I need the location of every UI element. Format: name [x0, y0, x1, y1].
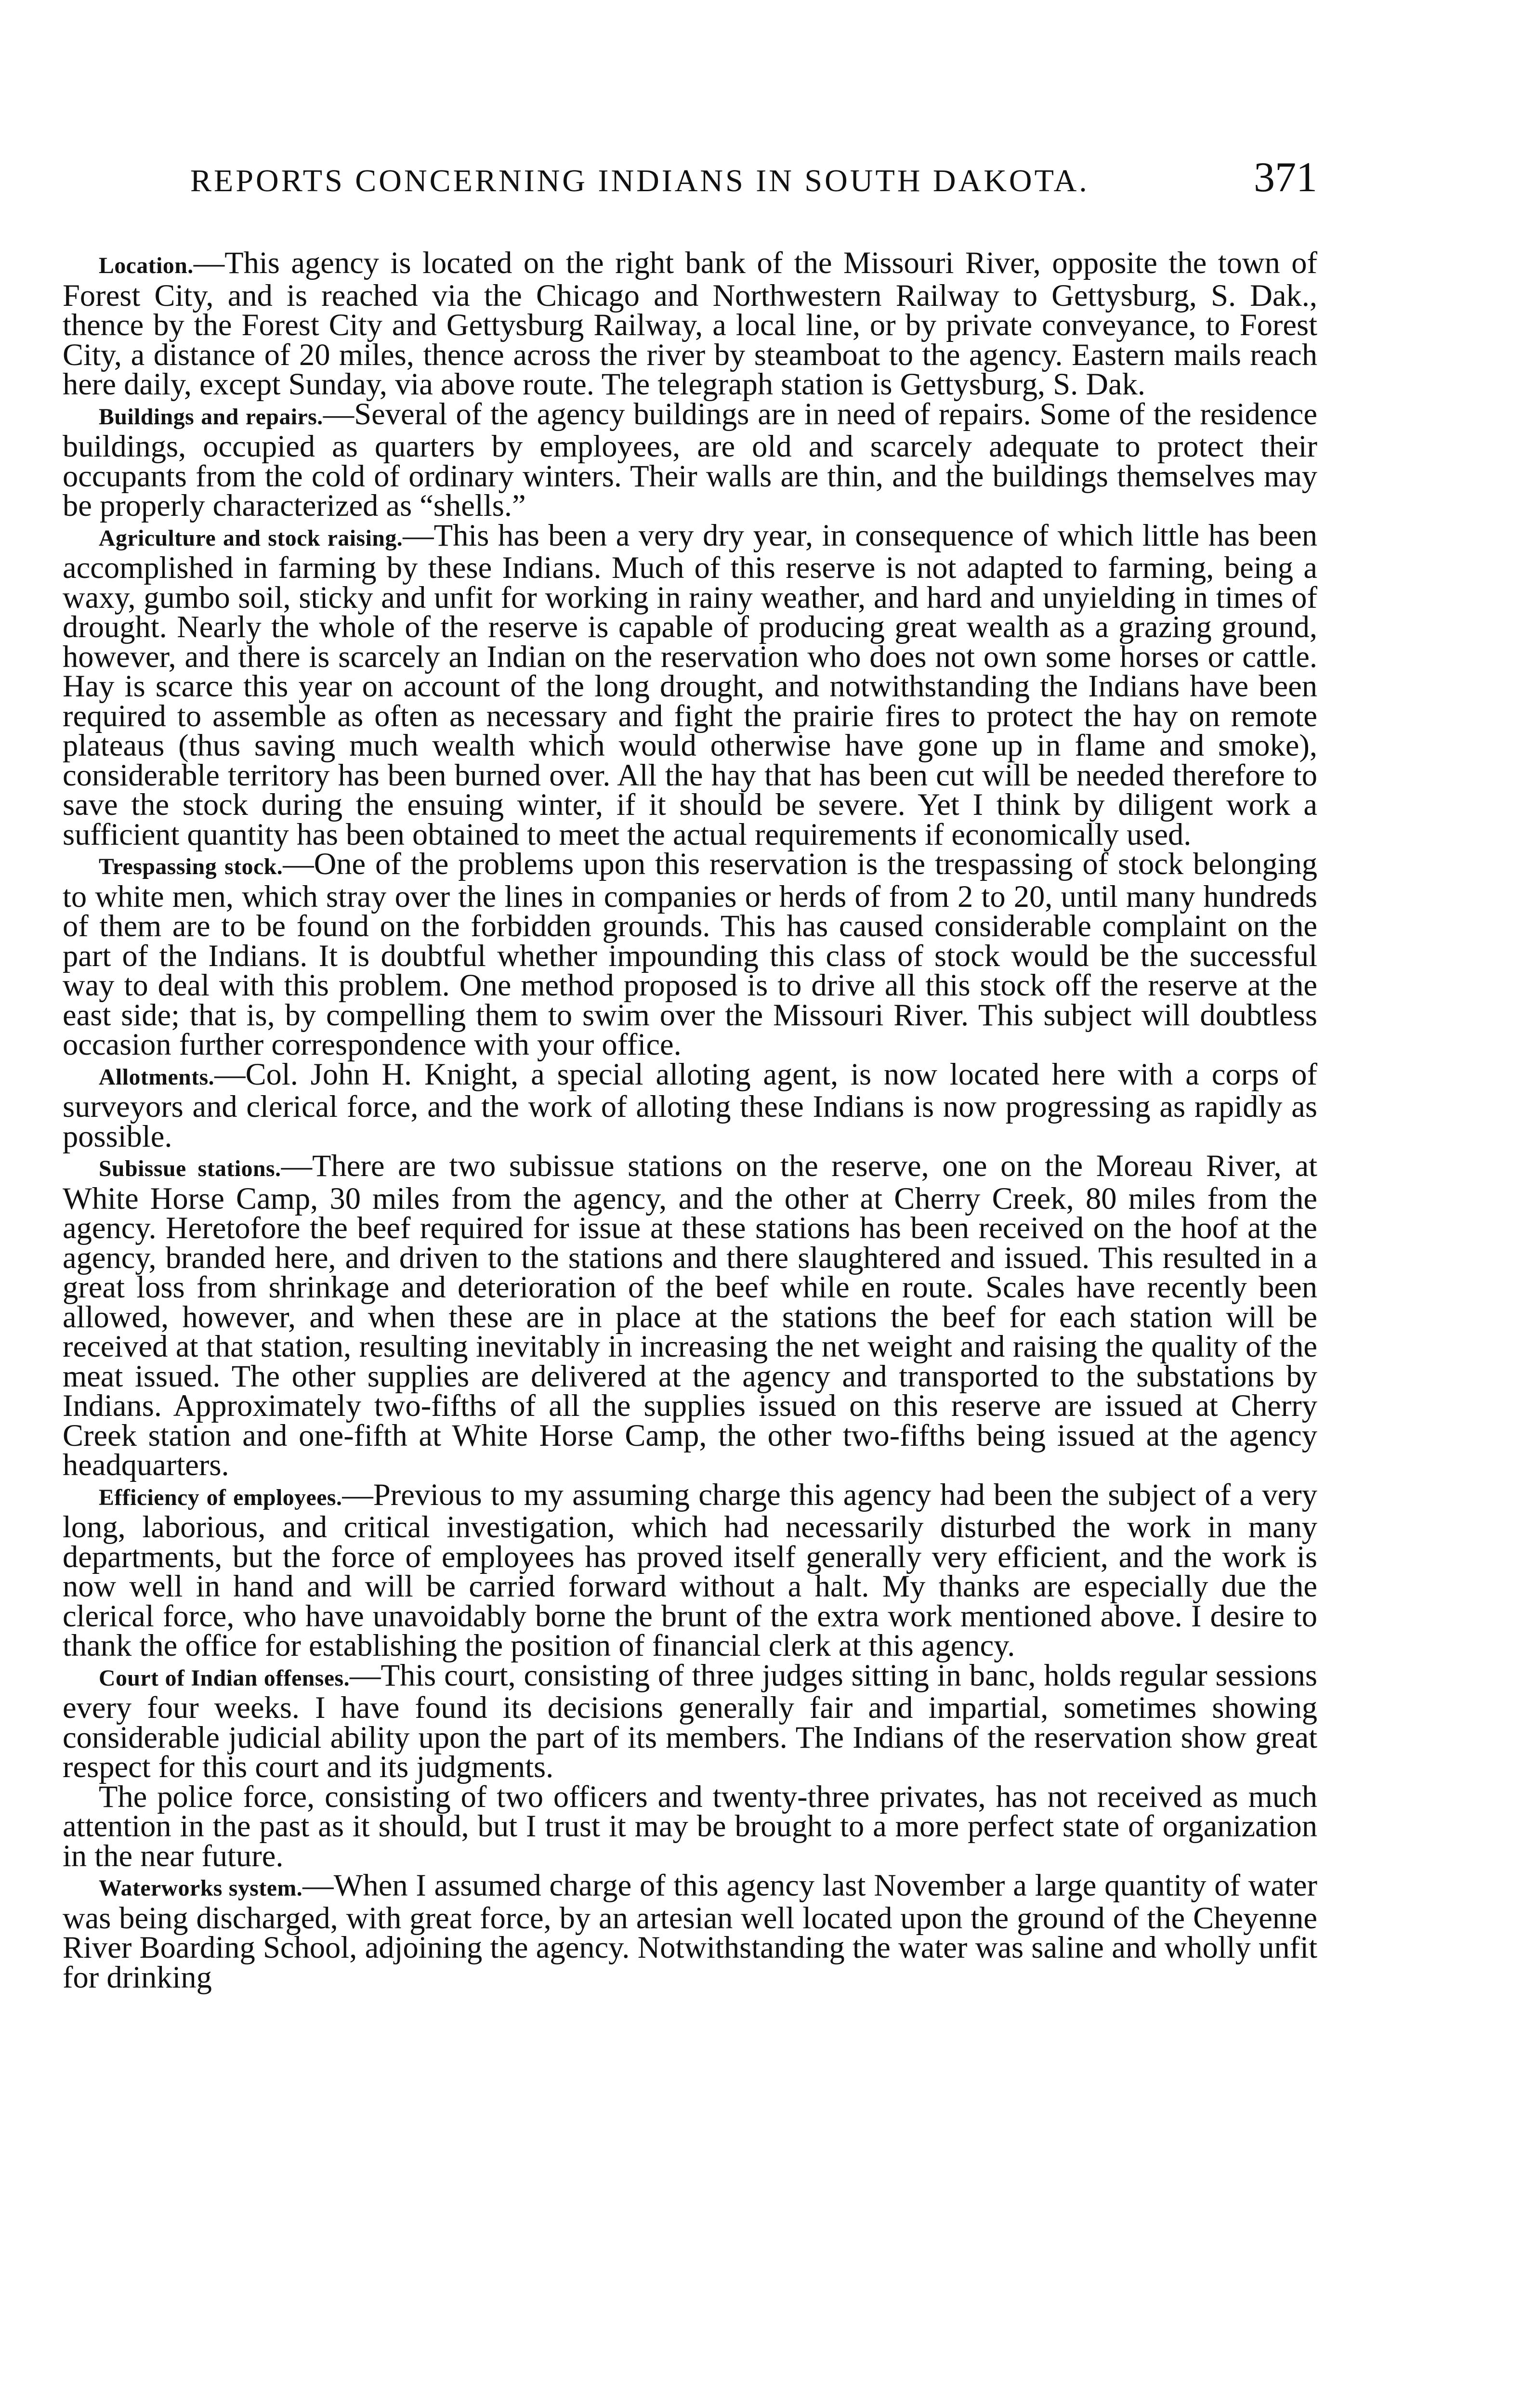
paragraph-text: —This court, consisting of three judges sitting in banc, holds regular sessions every four weeks. I have found its decisions generally fair and impartial, sometimes showing considerable judicial ability upon the part of its members. The Indians of the reservation show great respect for this court and its judgments.	[63, 1658, 1317, 1784]
running-title: REPORTS CONCERNING INDIANS IN SOUTH DAKOTA.	[190, 163, 1089, 198]
section-lead-subissue: Subissue stations.	[99, 1156, 281, 1181]
paragraph-text: —When I assumed charge of this agency last November a large quantity of water was being discharged, with great force, by an artesian well located upon the ground of the Cheyenne River Boarding School, adjoining the agency. Notwithstanding the water was saline and wholly unfit for drinking	[63, 1868, 1318, 1994]
paragraph-court	[63, 1658, 1317, 1784]
section-lead-court: Court of Indian offenses.	[99, 1665, 350, 1691]
paragraph-text: —One of the problems upon this reservation is the trespassing of stock belonging to white men, which stray over the lines in companies or herds of from 2 to 20, until many hundreds of them are to be found on the forbidden grounds. This has caused considerable complaint on the part of the Indians. It is doubtful whether impounding this class of stock would be the successful way to deal with this problem. One method proposed is to drive all this stock off the reserve at the east side; that is, by compelling them to swim over the Missouri River. This subject will doubtless occasion further correspondence with your office.	[63, 847, 1317, 1061]
paragraph-text: —Col. John H. Knight, a special alloting agent, is now located here with a corps of surveyors and clerical force, and the work of alloting these Indians is now progressing as rapidly as possible.	[63, 1057, 1317, 1153]
paragraph-trespassing	[63, 849, 1317, 1060]
section-lead-efficiency: Efficiency of employees.	[99, 1484, 342, 1510]
section-lead-allotments: Allotments.	[99, 1064, 215, 1090]
paragraph-buildings	[63, 396, 1318, 523]
section-lead-buildings: Buildings and repairs.	[99, 404, 323, 430]
paragraph-subissue	[63, 1151, 1317, 1480]
section-lead-location: Location.	[99, 253, 194, 278]
section-lead-trespassing: Trespassing stock.	[99, 854, 283, 879]
paragraph-allotments	[63, 1057, 1317, 1153]
paragraph-efficiency	[63, 1477, 1317, 1662]
paragraph-agriculture	[63, 518, 1317, 851]
paragraph-text: —This has been a very dry year, in consequence of which little has been accomplished in farming by these Indians. Much of this reserve is not adapted to farming, being a waxy, gumbo soil, sticky and unfit for working in rainy weather, and hard and unyielding in times of drought. Nearly the whole of the reserve is capable of producing great wealth as a grazing ground, however, and there is scarcely an Indian on the reservation who does not own some horses or cattle. Hay is scarce this year on account of the long drought, and notwithstanding the Indians have been required to assemble as often as necessary and fight the prairie fires to protect the hay on remote plateaus (thus saving much wealth which would otherwise have gone up in flame and smoke), considerable territory has been burned over. All the hay that has been cut will be needed therefore to save the stock during the ensuing winter, if it should be severe. Yet I think by diligent work a sufficient quantity has been obtained to meet the actual requirements if economically used.	[63, 518, 1317, 851]
paragraph-waterworks	[63, 1868, 1318, 1994]
running-head	[190, 153, 1317, 206]
paragraph-text: —There are two subissue stations on the reserve, one on the Moreau River, at White Horse Camp, 30 miles from the agency, and the other at Cherry Creek, 80 miles from the agency. Heretofore the beef required for issue at these stations has been received on the hoof at the agency, branded here, and driven to the stations and there slaughtered and issued. This resulted in a great loss from shrinkage and deterioration of the beef while en route. Scales have recently been allowed, however, and when these are in place at the stations the beef for each station will be received at that station, resulting inevitably in increasing the net weight and raising the quality of the meat issued. The other supplies are delivered at the agency and transported to the substations by Indians. Approximately two-fifths of all the supplies issued on this reserve are issued at Cherry Creek station and one-fifth at White Horse Camp, the other two-fifths being issued at the agency headquarters.	[63, 1149, 1317, 1482]
paragraph-text: —Previous to my assuming charge this agency had been the subject of a very long, laborious, and critical investigation, which had necessarily disturbed the work in many departments, but the force of employees has proved itself generally very efficient, and the work is now well in hand and will be carried forward without a halt. My thanks are especially due the clerical force, who have unavoidably borne the brunt of the extra work mentioned above. I desire to thank the office for establishing the position of financial clerk at this agency.	[63, 1477, 1317, 1662]
paragraph-text: —This agency is located on the right bank of the Missouri River, opposite the town of Forest City, and is reached via the Chicago and Northwestern Railway to Gettysburg, S. Dak., thence by the Forest City and Gettysburg Railway, a local line, or by private conveyance, to Forest City, a distance of 20 miles, thence across the river by steamboat to the agency. Eastern mails reach here daily, except Sunday, via above route. The telegraph station is Gettysburg, S. Dak.	[63, 246, 1317, 401]
paragraph-text: The police force, consisting of two officers and twenty-three privates, has not received as much attention in the past as it should, but I trust it may be brought to a more perfect state of organization in the near future.	[63, 1779, 1317, 1873]
paragraph-police	[63, 1779, 1317, 1873]
paragraph-text: —Several of the agency buildings are in need of repairs. Some of the residence buildings, occupied as quarters by employees, are old and scarcely adequate to protect their occupants from the cold of ordinary winters. Their walls are thin, and the buildings themselves may be properly characterized as “shells.”	[63, 396, 1318, 523]
body-text	[63, 248, 1317, 1992]
paragraph-location	[63, 248, 1317, 399]
section-lead-agriculture: Agriculture and stock raising.	[99, 525, 403, 551]
section-lead-waterworks: Waterworks system.	[99, 1875, 303, 1901]
page-number: 371	[1254, 154, 1317, 201]
